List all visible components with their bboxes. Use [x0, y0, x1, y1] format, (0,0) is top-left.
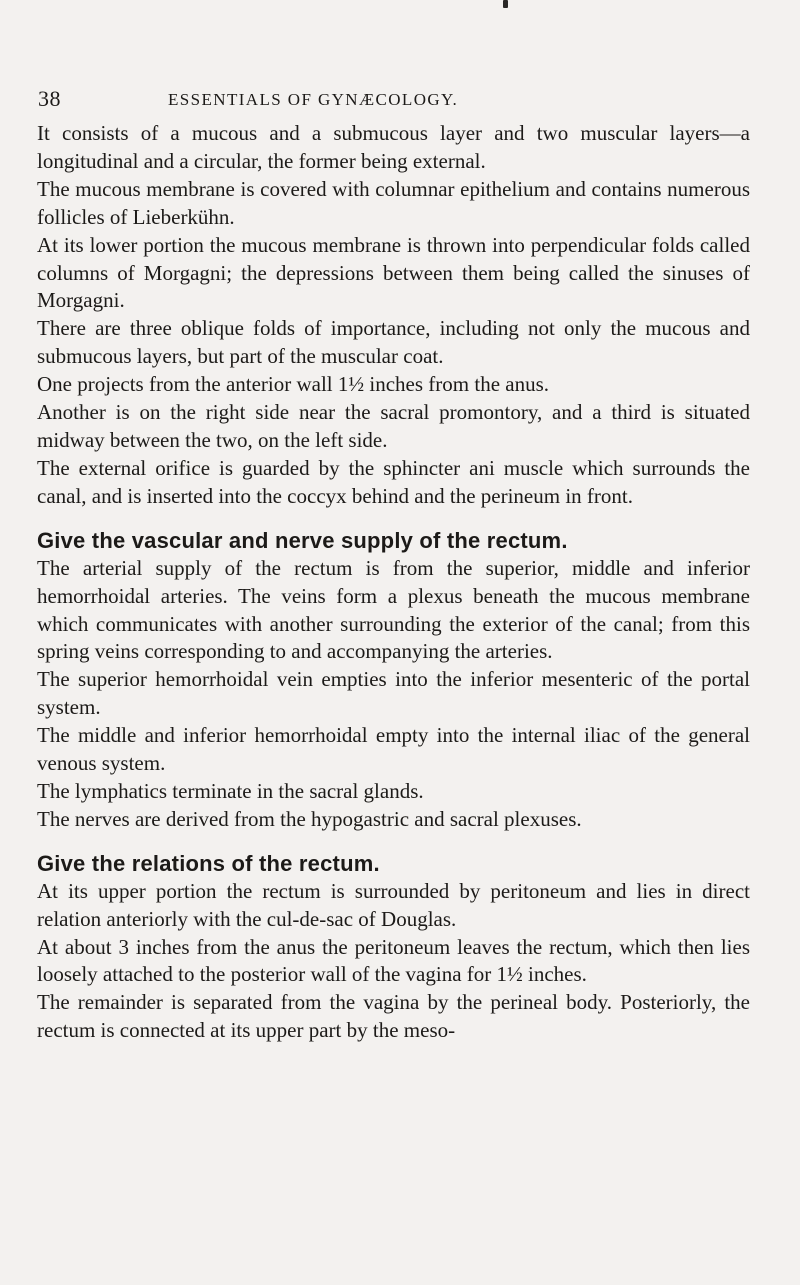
paragraph: The arterial supply of the rectum is from the superior, middle and inferior hemorrhoidal arteries. The veins form a plexus beneath the mucous membrane which communicates with another surrounding the exterior of the canal; from this spring veins corresponding to and accompanying the arteries. [37, 555, 750, 664]
paragraph: At about 3 inches from the anus the peritoneum leaves the rectum, which then lies loosely attached to the posterior wall of the vagina for 1½ inches. [37, 934, 750, 987]
section-heading: Give the relations of the rectum. [37, 850, 380, 876]
paragraph: One projects from the anterior wall 1½ inches from the anus. [37, 372, 550, 397]
running-title: ESSENTIALS OF GYNÆCOLOGY. [168, 90, 459, 109]
paragraph: The middle and inferior hemorrhoidal empty into the internal iliac of the general venous system. [37, 723, 750, 776]
paragraph: The remainder is separated from the vagina by the perineal body. Posteriorly, the rectum is connected at its upper part by the meso- [37, 990, 750, 1043]
paragraph: It consists of a mucous and a submucous layer and two muscular layers—a longitudinal and a circular, the former being external. [37, 121, 750, 173]
paragraph: The superior hemorrhoidal vein empties into the inferior mesenteric of the portal system. [37, 667, 750, 720]
paragraph: The nerves are derived from the hypogastric and sacral plexuses. [37, 806, 582, 831]
section-heading: Give the vascular and nerve supply of the rectum. [37, 527, 568, 553]
paragraph: Another is on the right side near the sacral promontory, and a third is situated midway between the two, on the left side. [37, 400, 750, 452]
paragraph: At its lower portion the mucous membrane is thrown into perpendicular folds called columns of Morgagni; the depressions between them being called the sinuses of Morgagni. [37, 232, 750, 313]
page-body [37, 120, 750, 1045]
paragraph: There are three oblique folds of importance, including not only the mucous and submucous layers, but part of the muscular coat. [37, 316, 750, 369]
page-header [38, 84, 768, 114]
paragraph: At its upper portion the rectum is surrounded by peritoneum and lies in direct relation anteriorly with the cul-de-sac of Douglas. [37, 878, 750, 931]
paragraph: The external orifice is guarded by the sphincter ani muscle which surrounds the canal, and is inserted into the coccyx behind and the perineum in front. [37, 455, 750, 508]
print-mark [503, 0, 508, 8]
paragraph: The lymphatics terminate in the sacral glands. [37, 778, 424, 803]
paragraph: The mucous membrane is covered with columnar epithelium and contains numerous follicles of Lieberkühn. [37, 176, 750, 229]
page-number: 38 [38, 86, 61, 111]
